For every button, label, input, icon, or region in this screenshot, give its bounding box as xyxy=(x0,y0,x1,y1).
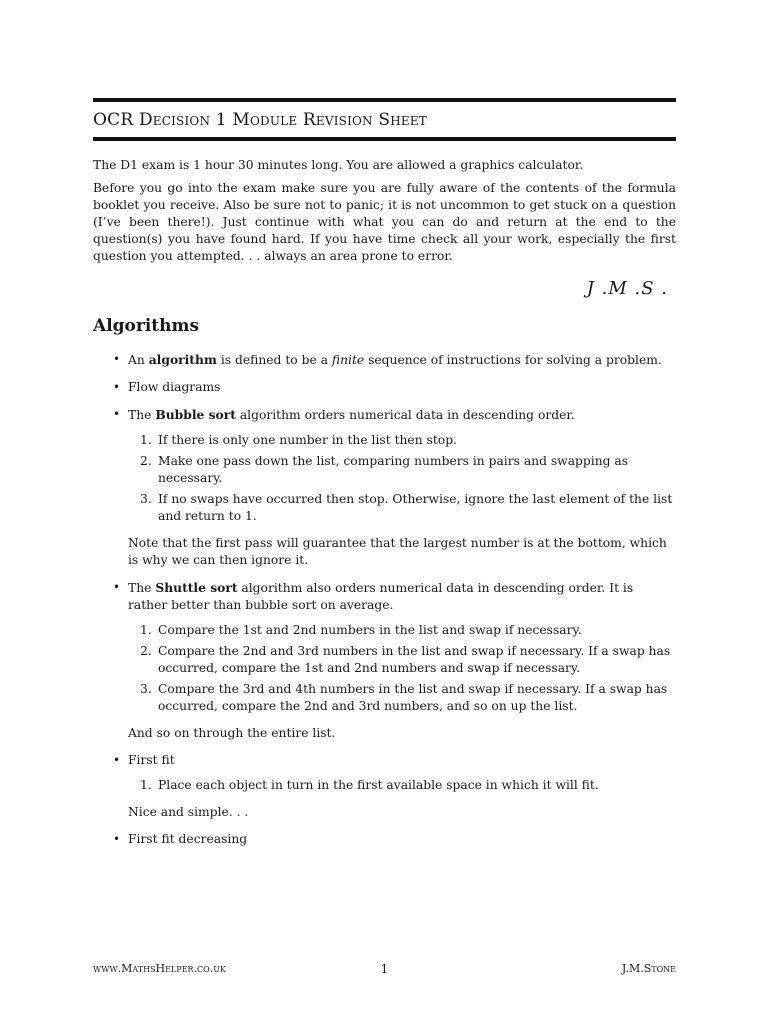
algorithms-list xyxy=(93,351,676,848)
step-text: If there is only one number in the list then stop. xyxy=(158,433,457,447)
step-text: Compare the 3rd and 4th numbers in the list and swap if necessary. If a swap has occurred, compare the 2nd and 3rd numbers, and so on up the list. xyxy=(158,682,668,713)
shuttle-sort-note: And so on through the entire list. xyxy=(128,726,336,740)
bullet-marker: • xyxy=(113,380,121,394)
bullet-marker: • xyxy=(113,352,121,366)
shuttle-sort-steps xyxy=(128,622,676,715)
item-bold-term: Shuttle sort xyxy=(155,580,238,595)
list-item-algorithm-definition xyxy=(93,351,676,369)
item-text: First fit xyxy=(128,753,175,767)
title-rule-bottom xyxy=(93,137,676,141)
intro-paragraph-2: Before you go into the exam make sure you are fully aware of the contents of the formula booklet you receive. Also be sure not to panic; it is not uncommon to get stuck on a question (I’ve been there!). Just continue with what you can do and return at the end to the question(s) you have found hard. If you have time check all your work, especially the first question you attempted. . . always an area prone to error. xyxy=(93,181,676,263)
intro-paragraph-1: The D1 exam is 1 hour 30 minutes long. You are allowed a graphics calculator. xyxy=(93,158,584,172)
step-text: Compare the 2nd and 3rd numbers in the list and swap if necessary. If a swap has occurred, compare the 1st and 2nd numbers and swap if necessary. xyxy=(158,644,671,675)
item-text: The xyxy=(128,408,156,422)
step-number: 1. xyxy=(140,433,152,447)
step-number: 3. xyxy=(140,682,152,696)
section-heading-algorithms: Algorithms xyxy=(93,316,200,336)
document-title: OCR Decision 1 Module Revision Sheet xyxy=(93,110,427,130)
step-number: 2. xyxy=(140,644,152,658)
step-item xyxy=(128,491,676,525)
step-number: 2. xyxy=(140,454,152,468)
step-text: Make one pass down the list, comparing numbers in pairs and swapping as necessary. xyxy=(158,454,629,485)
step-item xyxy=(128,681,676,715)
item-bold-term: Bubble sort xyxy=(155,407,236,422)
first-fit-note: Nice and simple. . . xyxy=(128,805,249,819)
item-italic-term: finite xyxy=(331,353,365,367)
algorithms-content xyxy=(93,351,676,858)
step-item xyxy=(128,643,676,677)
list-item-flow-diagrams xyxy=(93,379,676,396)
step-text: Place each object in turn in the first available space in which it will fit. xyxy=(158,778,599,792)
footer-website: www.MathsHelper.co.uk xyxy=(93,962,226,975)
step-item xyxy=(128,453,676,487)
bubble-sort-note: Note that the first pass will guarantee that the largest number is at the bottom, which is why we can then ignore it. xyxy=(128,536,667,567)
step-item xyxy=(128,432,676,449)
step-number: 1. xyxy=(140,778,152,792)
step-item xyxy=(128,777,676,794)
item-text: is defined to be a xyxy=(216,353,332,367)
bullet-marker: • xyxy=(113,832,121,846)
intro-text xyxy=(93,157,676,271)
item-text: algorithm orders numerical data in descending order. xyxy=(235,408,575,422)
footer-author: J.M.Stone xyxy=(621,962,676,975)
author-signature: J .M .S . xyxy=(586,278,668,299)
step-text: Compare the 1st and 2nd numbers in the list and swap if necessary. xyxy=(158,623,582,637)
bullet-marker: • xyxy=(113,753,121,767)
list-item-bubble-sort xyxy=(93,406,676,569)
step-number: 3. xyxy=(140,492,152,506)
item-text: The xyxy=(128,581,156,595)
first-fit-steps xyxy=(128,777,676,794)
item-text: Flow diagrams xyxy=(128,380,221,394)
item-text: First fit decreasing xyxy=(128,832,248,846)
list-item-shuttle-sort xyxy=(93,579,676,742)
item-text: algorithm also orders numerical data in descending order. It is rather better than bubble sort on average. xyxy=(128,581,634,612)
footer-page-number: 1 xyxy=(380,962,389,976)
list-item-first-fit-decreasing xyxy=(93,831,676,848)
step-number: 1. xyxy=(140,623,152,637)
item-text: An xyxy=(128,353,149,367)
step-text: If no swaps have occurred then stop. Otherwise, ignore the last element of the list and return to 1. xyxy=(158,492,673,523)
bullet-marker: • xyxy=(113,580,121,594)
title-block xyxy=(93,98,676,141)
document-page xyxy=(93,0,676,1024)
list-item-first-fit xyxy=(93,752,676,821)
item-bold-term: algorithm xyxy=(148,352,217,367)
step-item xyxy=(128,622,676,639)
bubble-sort-steps xyxy=(128,432,676,525)
bullet-marker: • xyxy=(113,407,121,421)
item-text: sequence of instructions for solving a problem. xyxy=(364,353,662,367)
